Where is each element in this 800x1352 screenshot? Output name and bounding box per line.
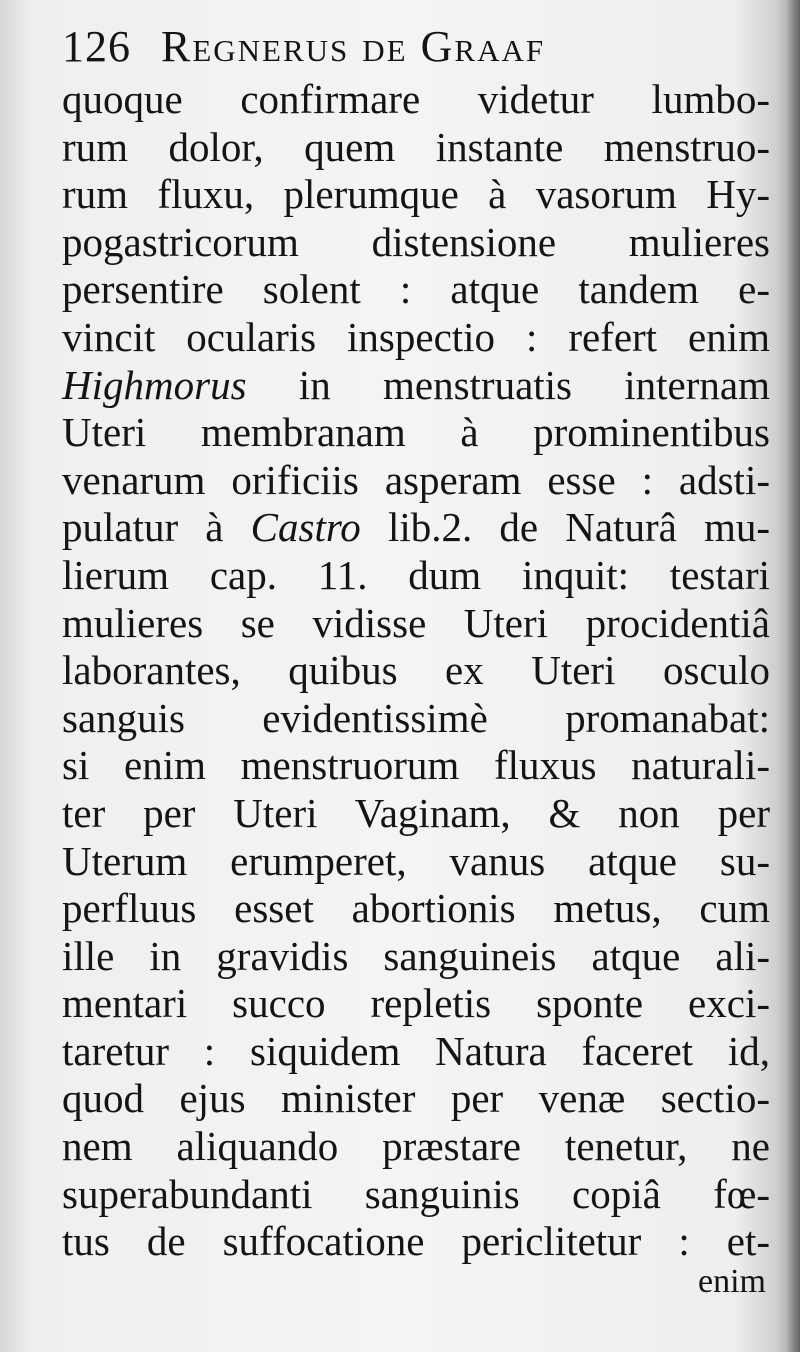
text-line: superabundanti sanguinis copiâ fœ- <box>62 1170 770 1217</box>
text-line: quoque confirmare videtur lumbo- <box>62 76 770 122</box>
text-line: vincit ocularis inspectio : refert enim <box>62 313 770 360</box>
text-line: nem aliquando præstare tenetur, ne <box>62 1123 770 1170</box>
italic-name: Highmorus <box>62 361 247 408</box>
text-line: rum dolor, quem instante menstruo- <box>62 123 770 170</box>
text-line: laborantes, quibus ex Uteri osculo <box>62 647 770 694</box>
text-line: rum fluxu, plerumque à vasorum Hy- <box>62 171 770 218</box>
text-line: Highmorus in menstruatis internam <box>62 361 770 408</box>
text-line: quod ejus minister per venæ sectio- <box>62 1075 770 1122</box>
italic-name: Castro <box>250 504 361 551</box>
text-line: mentari succo repletis sponte exci- <box>62 980 770 1027</box>
page-number: 126 <box>62 22 131 71</box>
text-line: lierum cap. 11. dum inquit: testari <box>62 551 770 598</box>
text-block <box>62 76 770 1266</box>
text-line: pogastricorum distensione mulieres <box>62 218 770 265</box>
text-line: Uteri membranam à prominentibus <box>62 409 770 456</box>
text-line: perfluus esset abortionis metus, cum <box>62 885 770 932</box>
text-line: sanguis evidentissimè promanabat: <box>62 694 770 741</box>
catchword: enim <box>698 1263 766 1300</box>
text-line: persentire solent : atque tandem e- <box>62 266 770 313</box>
text-line: pulatur à Castro lib.2. de Naturâ mu- <box>62 504 770 551</box>
text-line: Uterum erumperet, vanus atque su- <box>62 837 770 884</box>
text-line: ter per Uteri Vaginam, & non per <box>62 789 770 836</box>
running-title: Regnerus de Graaf <box>161 22 546 71</box>
text-line: mulieres se vidisse Uteri procidentiâ <box>62 599 770 646</box>
text-line: ille in gravidis sanguineis atque ali- <box>62 932 770 979</box>
running-header <box>62 14 762 80</box>
text-line: tus de suffocatione periclitetur : et- <box>62 1218 770 1265</box>
text-line: taretur : siquidem Natura faceret id, <box>62 1027 770 1074</box>
text-line: si enim menstruorum fluxus naturali- <box>62 742 770 789</box>
text-line: venarum orificiis asperam esse : adsti- <box>62 456 770 503</box>
